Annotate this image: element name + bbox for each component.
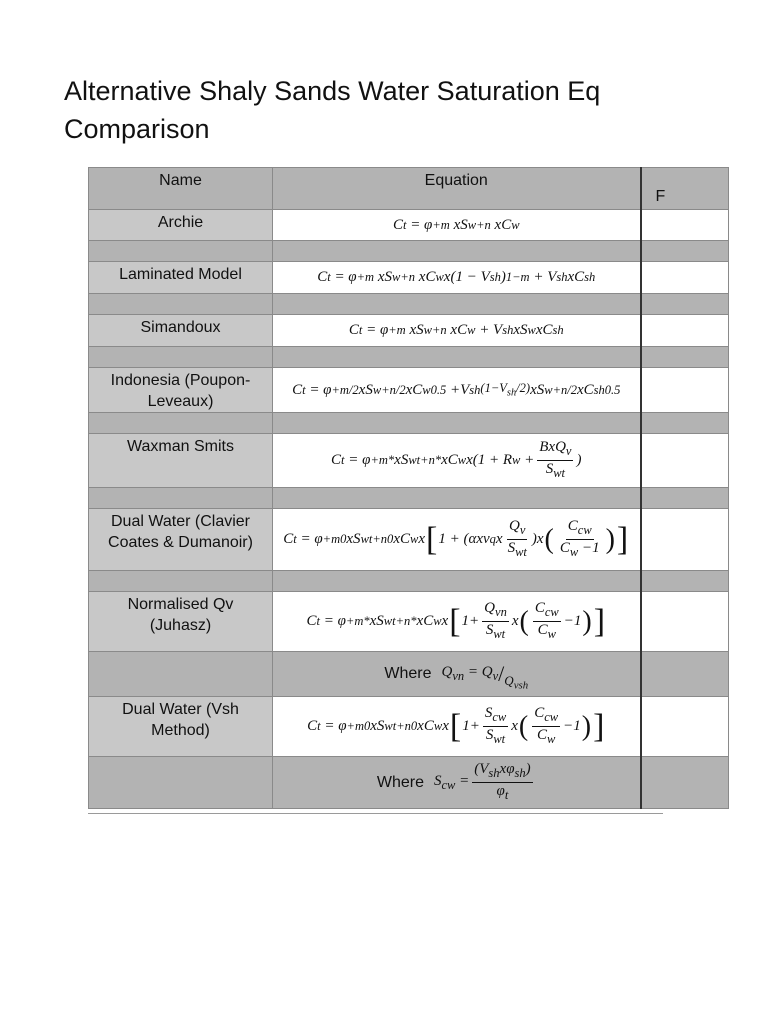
header-equation: Equation — [273, 168, 641, 210]
header-name: Name — [89, 168, 273, 210]
equation-dual-water-vsh: C t = φ +m0 xS wt +n0 xC w x [ 1+ $\frac{S_{cw}}{S_{wt}}$ x ( $\frac{C_{cw}}{C_w}$ −1 ) ] — [307, 705, 605, 746]
table-row — [89, 592, 729, 652]
row-equation — [273, 697, 641, 757]
row-name: Archie — [89, 210, 273, 241]
spacer-row — [89, 347, 729, 368]
table-row — [89, 434, 729, 488]
row-name: Waxman Smits — [89, 434, 273, 488]
table-row — [89, 757, 729, 809]
spacer-row — [89, 571, 729, 592]
spacer-row — [89, 488, 729, 509]
equation-table — [88, 167, 729, 809]
spacer-row — [89, 241, 729, 262]
spacer-row — [89, 294, 729, 315]
spacer-row — [89, 413, 729, 434]
row-equation — [273, 757, 641, 809]
row-equation — [273, 262, 641, 294]
row-name: Dual Water (Vsh Method) — [89, 697, 273, 757]
row-name — [89, 652, 273, 697]
page-title: Alternative Shaly Sands Water Saturation Eq Comparison — [64, 76, 601, 144]
equation-laminated: C t = φ +m xS w +n xC w x(1 − V sh ) 1−m + V sh xC sh — [317, 269, 596, 285]
table-row — [89, 262, 729, 294]
row-name: Laminated Model — [89, 262, 273, 294]
table-row — [89, 652, 729, 697]
equation-archie: C t = φ +m xS w +n xC w — [392, 216, 520, 233]
equation-normalised-qv: C t = φ +m* xS wt +n* xC w x [ 1+ $\frac{Q_{vn}}{S_{wt}}$ x ( $\frac{C_{cw}}{C_w}$ −1 ) ] — [306, 600, 606, 641]
row-name: Dual Water (Clavier Coates & Dumanoir) — [89, 509, 273, 571]
row-equation — [273, 210, 641, 241]
row-name — [89, 757, 273, 809]
table-row — [89, 368, 729, 413]
row-equation — [273, 434, 641, 488]
equation-comparison-table — [88, 167, 666, 814]
row-name: Normalised Qv (Juhasz) — [89, 592, 273, 652]
table-row — [89, 509, 729, 571]
equation-where-qvn: Where $Q_{vn}$ = $Q_v$ / $Q_{vsh}$ — [384, 661, 529, 692]
equation-simandoux: C t = φ +m xS w +n xC w + V sh xS w xC sh — [348, 322, 564, 338]
equation-waxman-smits: C t = φ +m* xS wt +n* xC w x(1 + R w + $\frac{BxQ_v}{S_{wt}}$ ) — [331, 439, 582, 480]
table-row — [89, 210, 729, 241]
row-equation — [273, 368, 641, 413]
row-equation — [273, 315, 641, 347]
equation-dual-water-clavier: C t = φ +m0 xS wt +n0 xC w x [ 1 + (αxv q x $\frac{Q_v}{S_{wt}}$ )x ( $\frac{C_{cw}}{C_w -1}$ ) ] — [283, 518, 629, 559]
table-row — [89, 315, 729, 347]
row-name: Simandoux — [89, 315, 273, 347]
row-equation — [273, 509, 641, 571]
table-row — [89, 697, 729, 757]
table-header-row — [89, 168, 729, 210]
row-equation — [273, 592, 641, 652]
header-extra: F — [641, 168, 729, 210]
row-name: Indonesia (Poupon- Leveaux) — [89, 368, 273, 413]
equation-where-scw: Where $S_{cw}$ = $\frac{(V_{sh}x\varphi_{sh})}{\varphi_t}$ — [376, 761, 531, 802]
row-equation — [273, 652, 641, 697]
equation-indonesia: C t = φ +m/2 xS w +n/2 xC w 0.5 +V sh $(1-V_{sh}/2)$ xS w +n/2 xC sh 0.5 — [292, 381, 621, 399]
